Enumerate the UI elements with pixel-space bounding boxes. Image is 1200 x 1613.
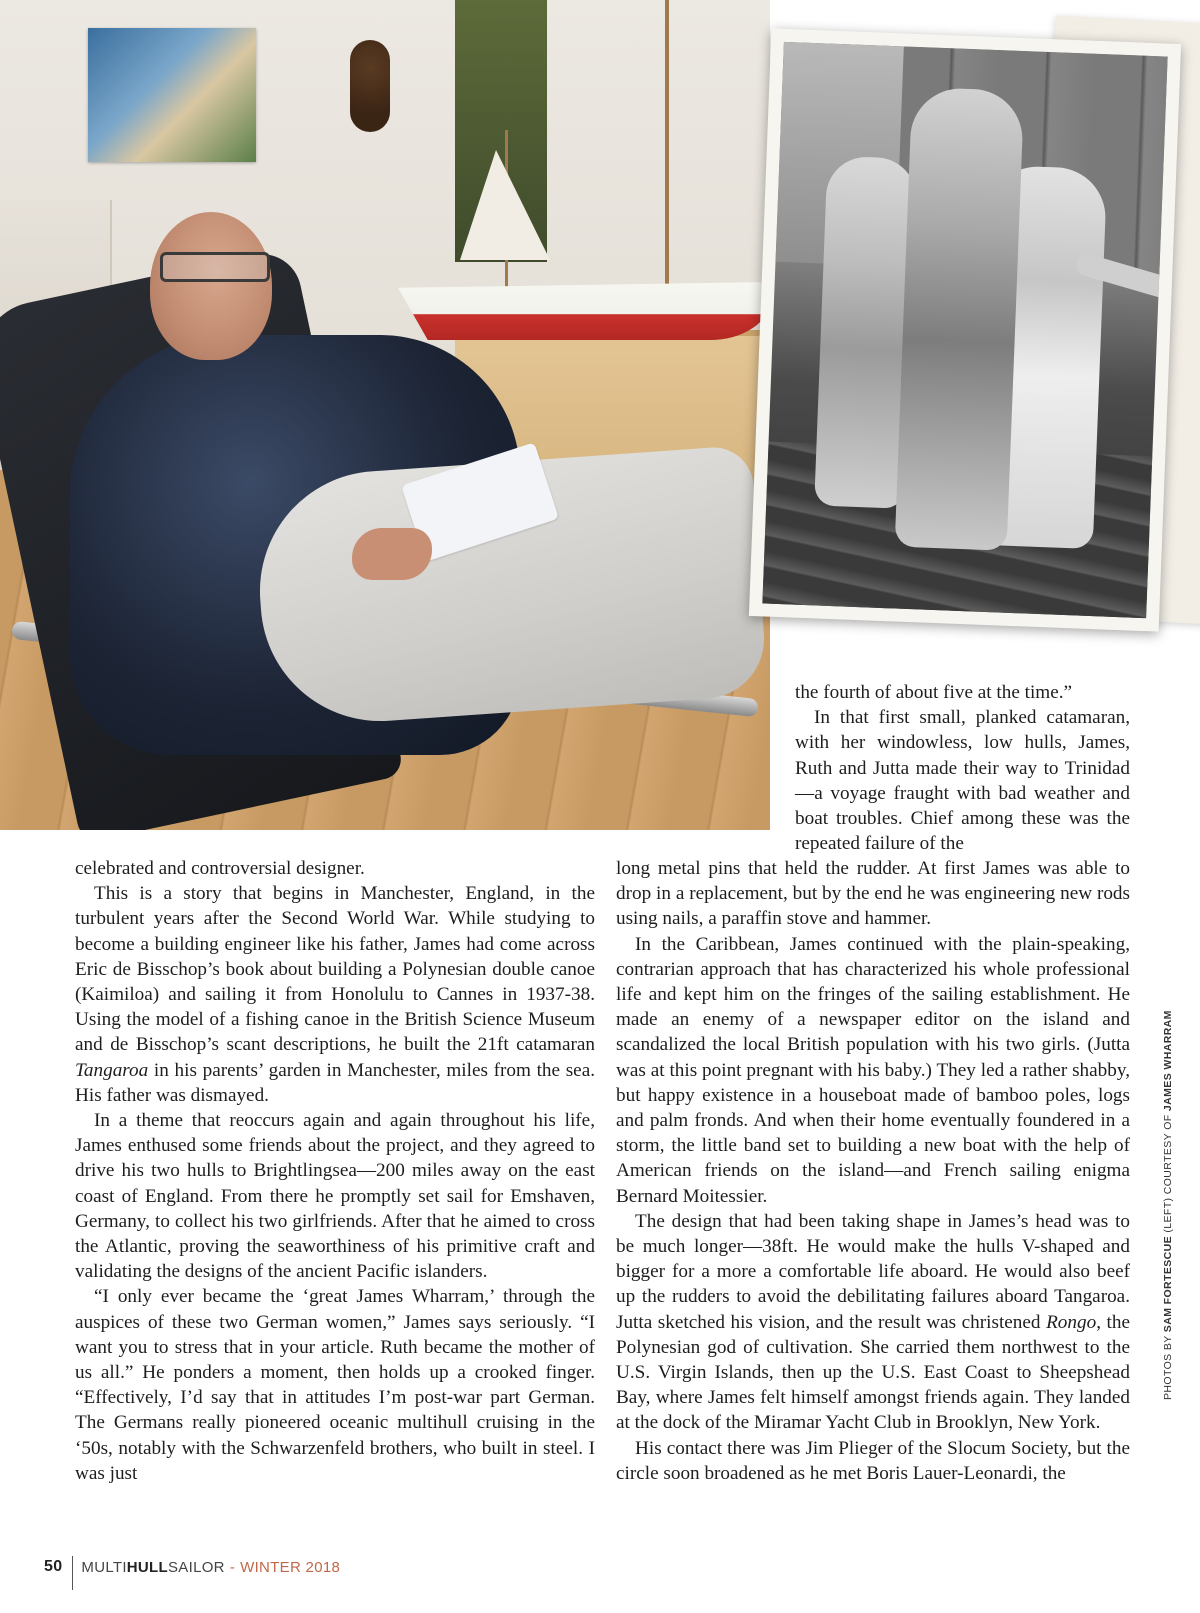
paragraph: the fourth of about five at the time.” (795, 682, 1073, 703)
paragraph: celebrated and controversial designer. (75, 858, 365, 879)
photo-model-boat-hull (398, 282, 770, 340)
boat-name-tangaroa: Tangaroa (75, 1059, 149, 1081)
paragraph: In a theme that reoccurs again and again throughout his life, James enthused some friends about the project, and they agreed to drive his two hulls to Brightlingsea—200 miles away on the east coast of England. From there he promptly set sail for Emshaven, Germany, to collect his two girlfriends. After that he aimed to cross the Atlantic, proving the seaworthiness of his primitive craft and validating the designs of the ancient Pacific islanders. (75, 1110, 595, 1283)
photo-hand (352, 528, 432, 580)
brand-sailor: SAILOR (168, 1558, 225, 1576)
paragraph: His contact there was Jim Plieger of the Slocum Society, but the circle soon broadened as he met Boris Lauer-Leonardi, the (616, 1437, 1130, 1484)
main-photo-james-in-chair (0, 0, 770, 830)
inset-photo-three-friends (762, 42, 1167, 618)
article-column-left (75, 856, 595, 1486)
article-column-top (795, 680, 1130, 856)
footer-divider (72, 1556, 73, 1590)
inset-person-center (895, 87, 1025, 551)
credit-middle: (LEFT) COURTESY OF (1162, 1114, 1174, 1233)
inset-photo-frame (749, 28, 1181, 631)
paragraph: long metal pins that held the rudder. At first James was able to drop in a replacement, but by the end he was engineering new rods using nails, a paraffin stove and hammer. (616, 858, 1130, 930)
brand-multi: MULTI (81, 1558, 127, 1576)
paragraph-text: in his parents’ garden in Manchester, miles from the sea. His father was dismayed. (75, 1059, 596, 1106)
article-column-right (616, 856, 1130, 1486)
paragraph (616, 1209, 1130, 1436)
boat-name-rongo: Rongo (1046, 1311, 1097, 1333)
page-footer (44, 1556, 340, 1578)
photo-model-mast (665, 0, 669, 290)
paragraph-text: This is a story that begins in Manchester, England, in the turbulent years after the Second World War. While studying to become a building engineer like his father, James had come across Eric de Bisschop’s book about building a Polynesian double canoe (Kaimiloa) and sailing it from Honolulu to Cannes in 1937-38. Using the model of a fishing canoe in the British Science Museum and de Bisschop’s scant descriptions, he built the 21ft catamaran (75, 883, 595, 1056)
credit-name-2: JAMES WHARRAM (1162, 1010, 1174, 1112)
paragraph: In the Caribbean, James continued with the plain-speaking, contrarian approach that has characterized his whole professional life and kept him on the fringes of the sailing establishment. He made an enemy of a newspaper editor on the island and scandalized the local British population with his two girls. (Jutta was at this point pregnant with his baby.) They led a rather shabby, but happy existence in a houseboat made of bamboo poles, logs and palm fronds. And when their home eventually foundered in a storm, the little band set to building a new boat with the help of American friends on the island—and French sailing enigma Bernard Moitessier. (616, 933, 1130, 1207)
paragraph-text: The design that had been taking shape in James’s head was to be much longer—38ft. He would make the hulls V-shaped and bigger for a more a comfortable life aboard. He would also beef up the rudders to avoid the debilitating failures aboard Tangaroa. Jutta sketched his vision, and the result was christened (616, 1210, 1130, 1333)
page-number: 50 (44, 1558, 63, 1575)
credit-prefix: PHOTOS BY (1162, 1335, 1174, 1400)
paragraph (75, 881, 595, 1108)
paragraph: In that first small, planked catamaran, with her windowless, low hulls, James, Ruth and Jutta made their way to Trinidad—a voyage fraught with bad weather and boat troubles. Chief among these was the repeated failure of the (795, 707, 1130, 855)
photo-wall-carving (350, 40, 390, 132)
photo-credit (1162, 800, 1174, 1400)
photo-head (150, 212, 272, 360)
issue-label: WINTER 2018 (240, 1558, 341, 1576)
footer-separator: - (229, 1558, 236, 1576)
paragraph: “I only ever became the ‘great James Wharram,’ through the auspices of these two German women,” James says seriously. “I want you to stress that in your article. Ruth became the mother of us all.” He ponders a moment, then holds up a crooked finger. “Effectively, I’d say that in attitudes I’m post-war part German. The Germans really pioneered oceanic multihull cruising in the ‘50s, notably with the Schwarzenfeld brothers, who built in steel. I was just (75, 1286, 595, 1484)
paragraph-text: , the Polynesian god of cultivation. She carried them northwest to the U.S. Virgin Islands, then up the U.S. East Coast to Sheepshead Bay, where James felt himself amongst friends again. They landed at the dock of the Miramar Yacht Club in Brooklyn, New York. (616, 1311, 1130, 1434)
photo-glasses (160, 252, 270, 282)
brand-hull: HULL (126, 1558, 168, 1576)
photo-poster (88, 28, 256, 162)
credit-name-1: SAM FORTESCUE (1162, 1235, 1174, 1333)
